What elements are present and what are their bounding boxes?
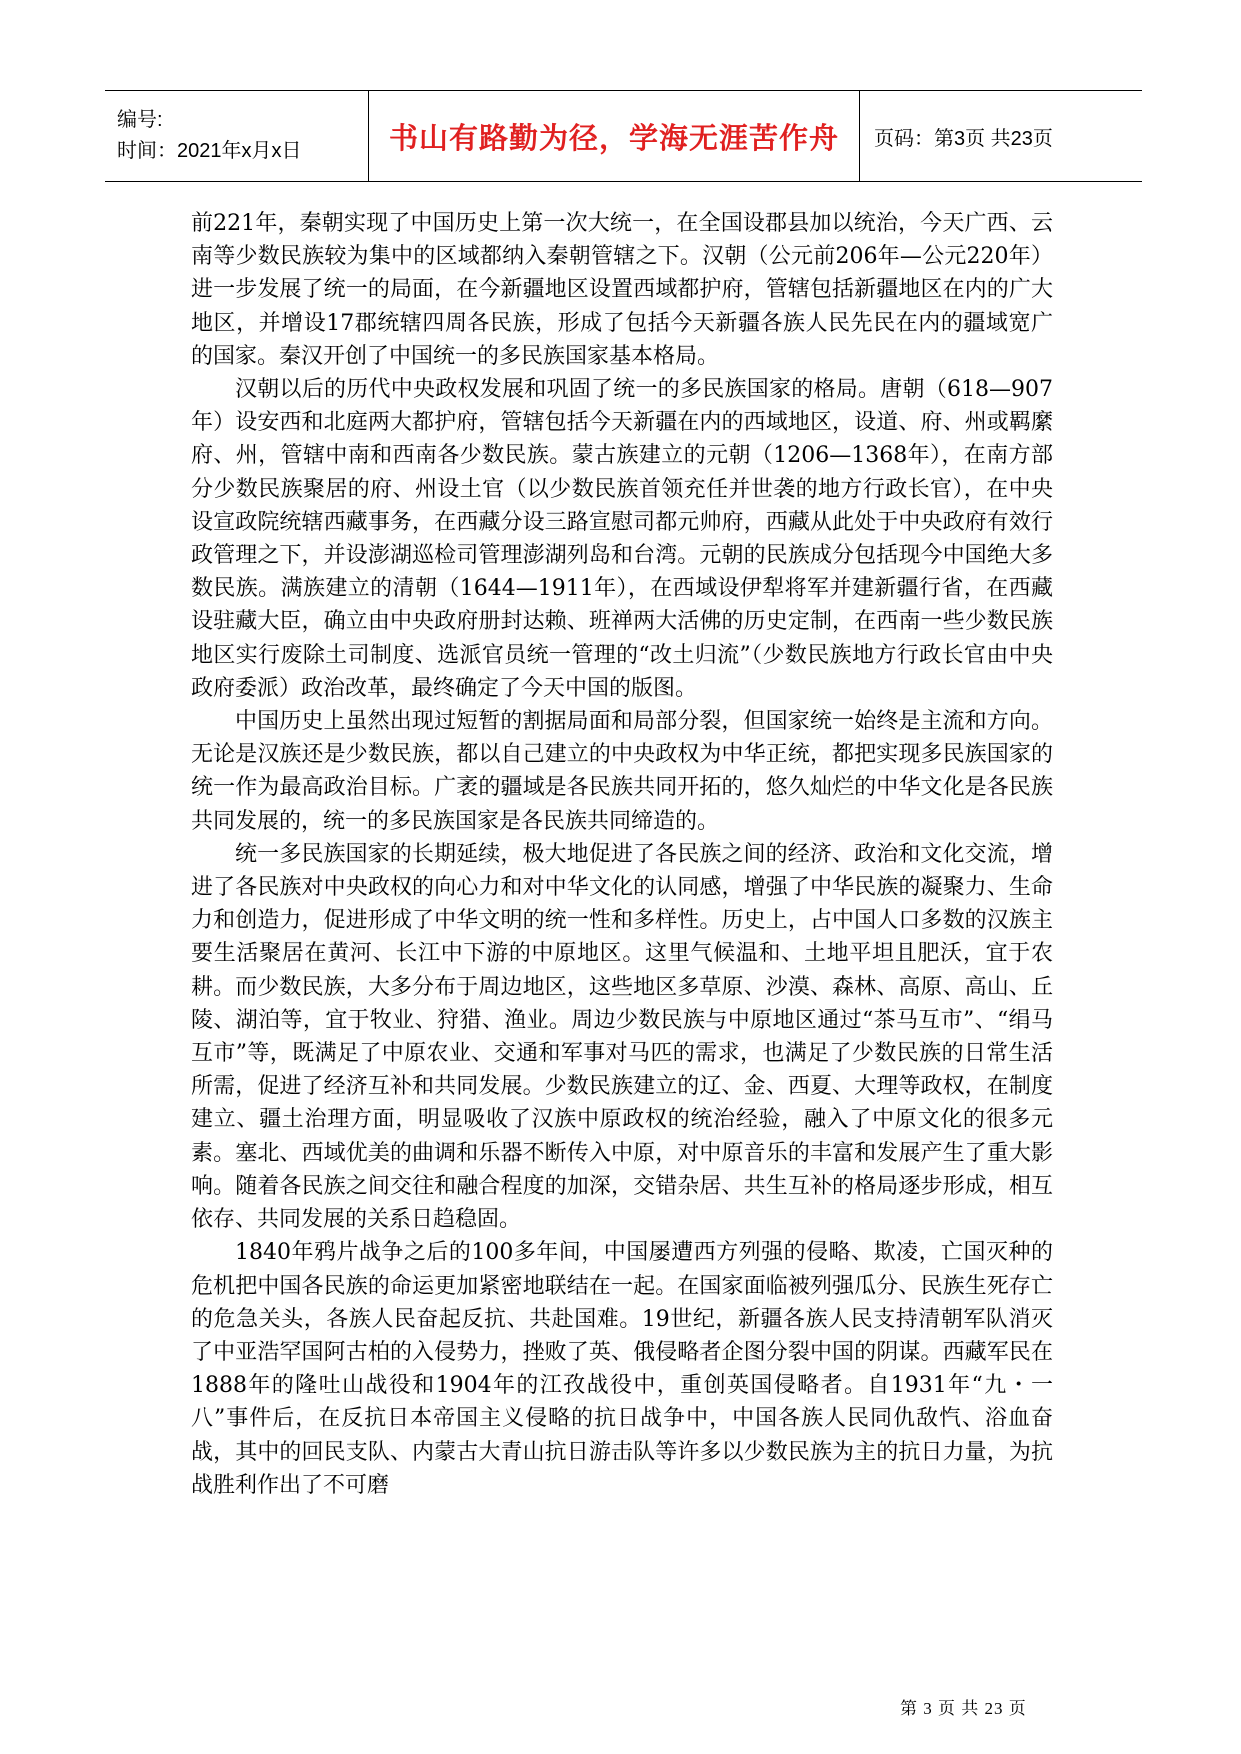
document-body (191, 207, 1053, 1502)
document-header (105, 90, 1142, 182)
header-page-label: 页码：第3页 共23页 (874, 127, 1053, 150)
page-footer: 第 3 页 共 23 页 (900, 1699, 1027, 1718)
paragraph: 前221年，秦朝实现了中国历史上第一次大统一，在全国设郡县加以统治，今天广西、云南等少数民族较为集中的区域都纳入秦朝管辖之下。汉朝（公元前206年—公元220年）进一步发展了统一的局面，在今新疆地区设置西域都护府，管辖包括新疆地区在内的广大地区，并增设17郡统辖四周各民族，形成了包括今天新疆各族人民先民在内的疆域宽广的国家。秦汉开创了中国统一的多民族国家基本格局。 (191, 211, 1053, 369)
paragraph: 统一多民族国家的长期延续，极大地促进了各民族之间的经济、政治和文化交流，增进了各民族对中央政权的向心力和对中华文化的认同感，增强了中华民族的凝聚力、生命力和创造力，促进形成了中华文明的统一性和多样性。历史上，占中国人口多数的汉族主要生活聚居在黄河、长江中下游的中原地区。这里气候温和、土地平坦且肥沃，宜于农耕。而少数民族，大多分布于周边地区，这些地区多草原、沙漠、森林、高原、高山、丘陵、湖泊等，宜于牧业、狩猎、渔业。周边少数民族与中原地区通过“茶马互市”、“绢马互市”等，既满足了中原农业、交通和军事对马匹的需求，也满足了少数民族的日常生活所需，促进了经济互补和共同发展。少数民族建立的辽、金、西夏、大理等政权，在制度建立、疆土治理方面，明显吸收了汉族中原政权的统治经验，融入了中原文化的很多元素。塞北、西域优美的曲调和乐器不断传入中原，对中原音乐的丰富和发展产生了重大影响。随着各民族之间交往和融合程度的加深，交错杂居、共生互补的格局逐步形成，相互依存、共同发展的关系日趋稳固。 (191, 841, 1053, 1233)
header-motto: 书山有路勤为径，学海无涯苦作舟 (368, 91, 860, 181)
time-label: 时间：2021年x月x日 (117, 140, 302, 162)
paragraph: 中国历史上虽然出现过短暂的割据局面和局部分裂，但国家统一始终是主流和方向。无论是汉族还是少数民族，都以自己建立的中央政权为中华正统，都把实现多民族国家的统一作为最高政治目标。广袤的疆域是各民族共同开拓的，悠久灿烂的中华文化是各民族共同发展的，统一的多民族国家是各民族共同缔造的。 (191, 709, 1053, 834)
number-label: 编号: (117, 109, 163, 131)
header-meta (105, 91, 368, 181)
paragraph: 汉朝以后的历代中央政权发展和巩固了统一的多民族国家的格局。唐朝（618—907年）设安西和北庭两大都护府，管辖包括今天新疆在内的西域地区，设道、府、州或羁縻府、州，管辖中南和西南各少数民族。蒙古族建立的元朝（1206—1368年），在南方部分少数民族聚居的府、州设土官（以少数民族首领充任并世袭的地方行政长官），在中央设宣政院统辖西藏事务，在西藏分设三路宣慰司都元帅府，西藏从此处于中央政府有效行政管理之下，并设澎湖巡检司管理澎湖列岛和台湾。元朝的民族成分包括现今中国绝大多数民族。满族建立的清朝（1644—1911年），在西域设伊犁将军并建新疆行省，在西藏设驻藏大臣，确立由中央政府册封达赖、班禅两大活佛的历史定制，在西南一些少数民族地区实行废除土司制度、选派官员统一管理的“改土归流”（少数民族地方行政长官由中央政府委派）政治改革，最终确定了今天中国的版图。 (191, 377, 1053, 701)
paragraph: 1840年鸦片战争之后的100多年间，中国屡遭西方列强的侵略、欺凌，亡国灭种的危机把中国各民族的命运更加紧密地联结在一起。在国家面临被列强瓜分、民族生死存亡的危急关头，各族人民奋起反抗、共赴国难。19世纪，新疆各族人民支持清朝军队消灭了中亚浩罕国阿古柏的入侵势力，挫败了英、俄侵略者企图分裂中国的阴谋。西藏军民在1888年的隆吐山战役和1904年的江孜战役中，重创英国侵略者。自1931年“九・一八”事件后，在反抗日本帝国主义侵略的抗日战争中，中国各族人民同仇敌忾、浴血奋战，其中的回民支队、内蒙古大青山抗日游击队等许多以少数民族为主的抗日力量，为抗战胜利作出了不可磨 (191, 1240, 1053, 1498)
